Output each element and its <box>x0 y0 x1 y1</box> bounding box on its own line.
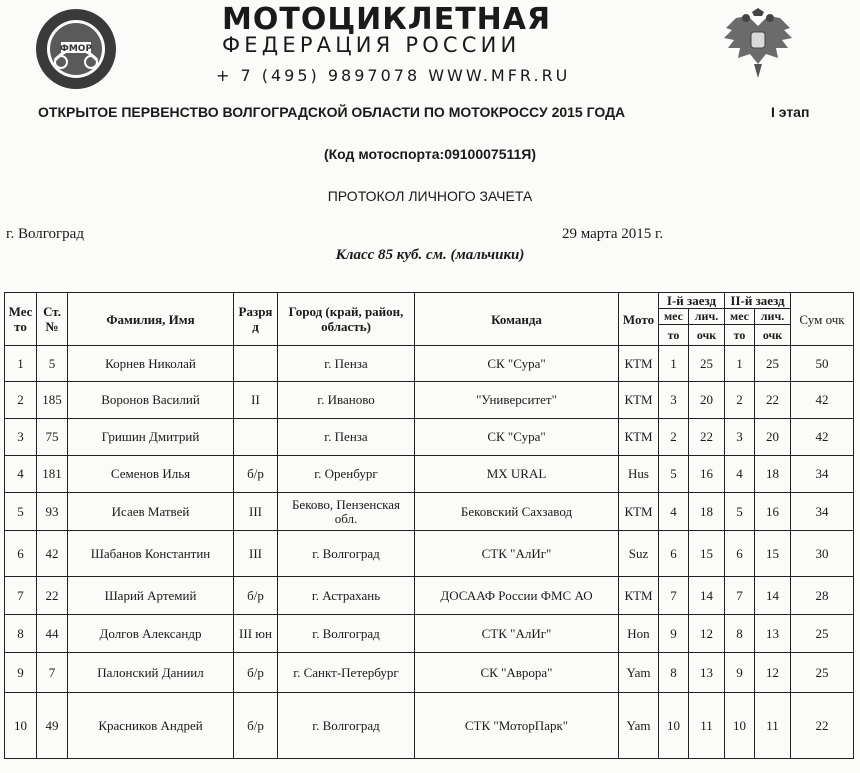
row-number: 93 <box>37 493 68 531</box>
row-moto: Hus <box>619 456 659 493</box>
row-sum: 42 <box>791 382 854 419</box>
header-race1: I-й заезд <box>659 293 725 309</box>
row-moto: КТМ <box>619 346 659 382</box>
row-moto: Hon <box>619 615 659 653</box>
row-name: Шабанов Константин <box>68 531 234 577</box>
row-team: СТК "МоторПарк" <box>415 693 619 759</box>
row-rank: III юн <box>234 615 278 653</box>
row-place: 1 <box>5 346 37 382</box>
row-city: г. Волгоград <box>278 693 415 759</box>
row-r1-place: 6 <box>659 531 689 577</box>
row-moto: КТМ <box>619 577 659 615</box>
row-place: 7 <box>5 577 37 615</box>
table-row <box>5 419 854 456</box>
federation-name-line1: МОТОЦИКЛЕТНАЯ <box>222 2 552 37</box>
row-name: Долгов Александр <box>68 615 234 653</box>
row-rank: б/р <box>234 653 278 693</box>
table-row <box>5 577 854 615</box>
row-moto: КТМ <box>619 382 659 419</box>
row-number: 44 <box>37 615 68 653</box>
row-moto: Suz <box>619 531 659 577</box>
row-rank: б/р <box>234 693 278 759</box>
row-city: г. Пенза <box>278 346 415 382</box>
row-rank: б/р <box>234 577 278 615</box>
row-number: 7 <box>37 653 68 693</box>
row-moto: Yam <box>619 693 659 759</box>
row-name: Исаев Матвей <box>68 493 234 531</box>
row-name: Воронов Василий <box>68 382 234 419</box>
class-title: Класс 85 куб. см. (мальчики) <box>335 247 525 263</box>
row-number: 42 <box>37 531 68 577</box>
table-row <box>5 382 854 419</box>
header-r1-to: то <box>659 325 689 346</box>
row-r2-place: 6 <box>725 531 755 577</box>
row-r2-place: 10 <box>725 693 755 759</box>
row-place: 3 <box>5 419 37 456</box>
row-team: СК "Аврора" <box>415 653 619 693</box>
federation-logo <box>35 8 117 90</box>
event-city: г. Волгоград <box>6 226 84 242</box>
row-sum: 34 <box>791 456 854 493</box>
row-r2-place: 7 <box>725 577 755 615</box>
row-sum: 22 <box>791 693 854 759</box>
row-city: Беково, Пензенская обл. <box>278 493 415 531</box>
row-r2-place: 5 <box>725 493 755 531</box>
row-city: г. Оренбург <box>278 456 415 493</box>
header-r2-lich: лич. <box>755 309 791 325</box>
row-r2-place: 8 <box>725 615 755 653</box>
row-sum: 30 <box>791 531 854 577</box>
row-r2-points: 20 <box>755 419 791 456</box>
row-name: Семенов Илья <box>68 456 234 493</box>
header-sum: Сум очк <box>791 293 854 346</box>
row-number: 75 <box>37 419 68 456</box>
row-sum: 42 <box>791 419 854 456</box>
row-number: 22 <box>37 577 68 615</box>
row-r2-points: 18 <box>755 456 791 493</box>
federation-name-line2: ФЕДЕРАЦИЯ РОССИИ <box>222 33 521 57</box>
row-r1-points: 20 <box>689 382 725 419</box>
row-r1-points: 16 <box>689 456 725 493</box>
row-place: 9 <box>5 653 37 693</box>
header-moto: Мото <box>619 293 659 346</box>
header-r1-ochk: очк <box>689 325 725 346</box>
row-number: 5 <box>37 346 68 382</box>
row-r2-points: 16 <box>755 493 791 531</box>
row-city: г. Иваново <box>278 382 415 419</box>
row-team: СТК "АлИг" <box>415 615 619 653</box>
row-r1-points: 13 <box>689 653 725 693</box>
row-name: Корнев Николай <box>68 346 234 382</box>
row-r1-place: 2 <box>659 419 689 456</box>
row-place: 2 <box>5 382 37 419</box>
row-moto: КТМ <box>619 493 659 531</box>
row-r1-points: 12 <box>689 615 725 653</box>
row-sum: 25 <box>791 653 854 693</box>
protocol-title: ПРОТОКОЛ ЛИЧНОГО ЗАЧЕТА <box>327 188 533 204</box>
row-r1-points: 14 <box>689 577 725 615</box>
row-city: г. Санкт-Петербург <box>278 653 415 693</box>
row-rank: III <box>234 531 278 577</box>
row-moto: Yam <box>619 653 659 693</box>
table-row <box>5 615 854 653</box>
row-number: 181 <box>37 456 68 493</box>
table-row <box>5 456 854 493</box>
row-r1-place: 10 <box>659 693 689 759</box>
table-row <box>5 653 854 693</box>
row-place: 10 <box>5 693 37 759</box>
results-table <box>4 292 854 759</box>
row-r1-place: 3 <box>659 382 689 419</box>
row-rank: II <box>234 382 278 419</box>
row-rank: III <box>234 493 278 531</box>
table-row <box>5 531 854 577</box>
row-city: г. Волгоград <box>278 531 415 577</box>
header-r1-mes: мес <box>659 309 689 325</box>
row-r1-points: 22 <box>689 419 725 456</box>
table-row <box>5 493 854 531</box>
row-r2-points: 25 <box>755 346 791 382</box>
row-r2-points: 11 <box>755 693 791 759</box>
header-team: Команда <box>415 293 619 346</box>
row-number: 185 <box>37 382 68 419</box>
row-r2-place: 2 <box>725 382 755 419</box>
row-place: 6 <box>5 531 37 577</box>
row-r1-place: 5 <box>659 456 689 493</box>
row-r1-place: 8 <box>659 653 689 693</box>
row-place: 4 <box>5 456 37 493</box>
row-r1-place: 9 <box>659 615 689 653</box>
header-r2-mes: мес <box>725 309 755 325</box>
russian-eagle-emblem-icon <box>718 8 798 82</box>
header-r2-ochk: очк <box>755 325 791 346</box>
row-city: г. Пенза <box>278 419 415 456</box>
row-team: СК "Сура" <box>415 346 619 382</box>
row-name: Красников Андрей <box>68 693 234 759</box>
row-team: ДОСААФ России ФМС АО <box>415 577 619 615</box>
row-place: 5 <box>5 493 37 531</box>
row-team: "Университет" <box>415 382 619 419</box>
header-rank: Разря д <box>234 293 278 346</box>
header-place: Мес то <box>5 293 37 346</box>
row-r2-points: 13 <box>755 615 791 653</box>
row-rank <box>234 419 278 456</box>
row-r2-points: 14 <box>755 577 791 615</box>
row-city: г. Астрахань <box>278 577 415 615</box>
row-sum: 28 <box>791 577 854 615</box>
row-name: Палонский Даниил <box>68 653 234 693</box>
row-r2-place: 3 <box>725 419 755 456</box>
sport-code: (Код мотоспорта:0910007511Я) <box>323 146 537 162</box>
row-r1-points: 18 <box>689 493 725 531</box>
row-r1-place: 7 <box>659 577 689 615</box>
table-row <box>5 693 854 759</box>
row-team: Бековский Сахзавод <box>415 493 619 531</box>
event-title: ОТКРЫТОЕ ПЕРВЕНСТВО ВОЛГОГРАДСКОЙ ОБЛАСТИ ПО МОТОКРОССУ 2015 ГОДА <box>38 104 626 120</box>
row-team: СК "Сура" <box>415 419 619 456</box>
row-r2-points: 12 <box>755 653 791 693</box>
row-name: Шарий Артемий <box>68 577 234 615</box>
row-sum: 25 <box>791 615 854 653</box>
header-city: Город (край, район, область) <box>278 293 415 346</box>
row-r1-points: 11 <box>689 693 725 759</box>
row-moto: КТМ <box>619 419 659 456</box>
row-r2-place: 9 <box>725 653 755 693</box>
header-r2-to: то <box>725 325 755 346</box>
row-r1-place: 1 <box>659 346 689 382</box>
row-sum: 50 <box>791 346 854 382</box>
header-name: Фамилия, Имя <box>68 293 234 346</box>
row-r1-points: 25 <box>689 346 725 382</box>
row-name: Гришин Дмитрий <box>68 419 234 456</box>
row-r2-points: 22 <box>755 382 791 419</box>
table-row <box>5 346 854 382</box>
row-team: MX URAL <box>415 456 619 493</box>
row-rank <box>234 346 278 382</box>
contact-line: + 7 (495) 9897078 WWW.MFR.RU <box>216 66 571 85</box>
row-r1-points: 15 <box>689 531 725 577</box>
row-sum: 34 <box>791 493 854 531</box>
header-r1-lich: лич. <box>689 309 725 325</box>
header-race2: II-й заезд <box>725 293 791 309</box>
row-team: СТК "АлИг" <box>415 531 619 577</box>
row-city: г. Волгоград <box>278 615 415 653</box>
row-place: 8 <box>5 615 37 653</box>
row-number: 49 <box>37 693 68 759</box>
header-number: Ст. № <box>37 293 68 346</box>
event-date: 29 марта 2015 г. <box>562 226 664 242</box>
row-r2-place: 1 <box>725 346 755 382</box>
row-r2-place: 4 <box>725 456 755 493</box>
row-r1-place: 4 <box>659 493 689 531</box>
row-r2-points: 15 <box>755 531 791 577</box>
row-rank: б/р <box>234 456 278 493</box>
event-stage: I этап <box>771 104 810 120</box>
logo-abbrev: ФМОР <box>59 44 93 54</box>
